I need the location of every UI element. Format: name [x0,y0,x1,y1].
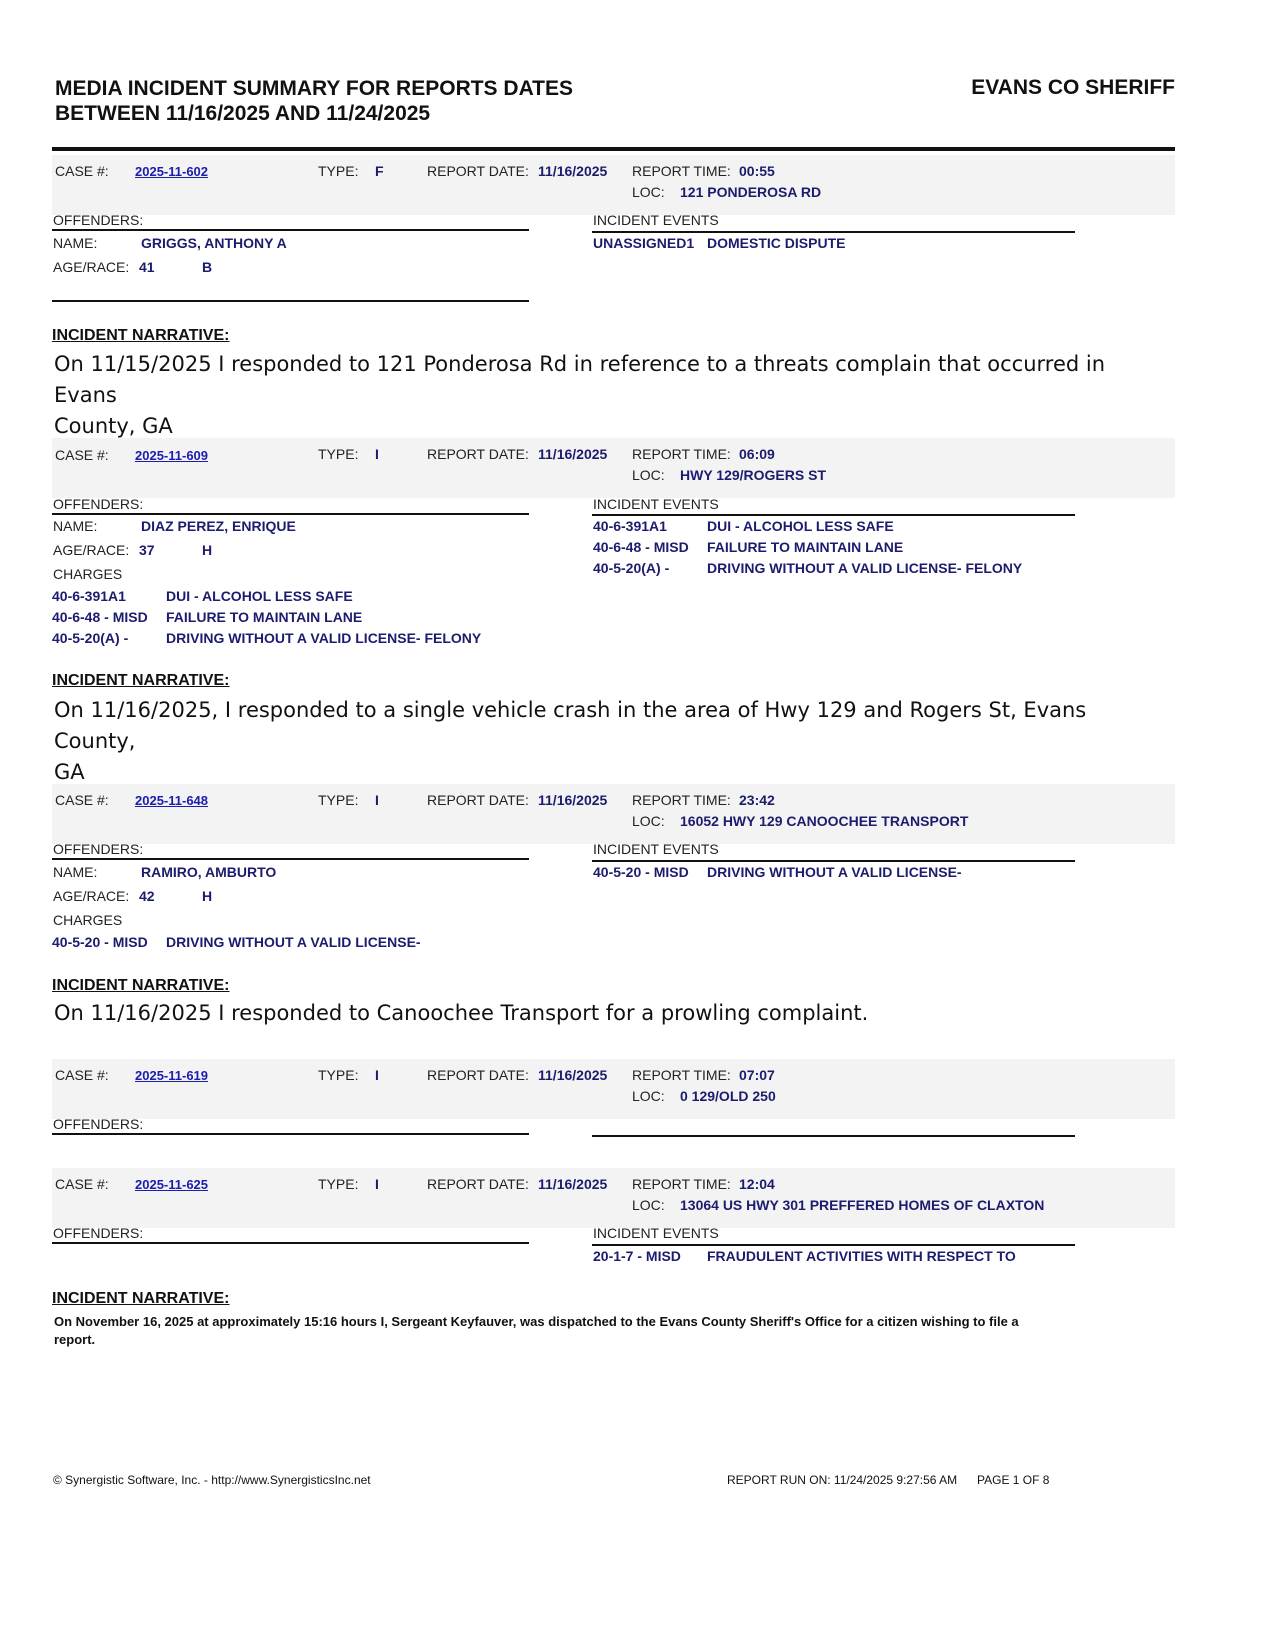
loc-label: LOC: [632,1197,665,1213]
case-header [52,438,1175,498]
offenders-underline [52,229,529,231]
offenders-underline [52,1133,529,1135]
incident-events-label: INCIDENT EVENTS [593,496,719,512]
case-header [52,1059,1175,1119]
offender-bottom-line [52,300,529,302]
charge-code: 40-5-20 - MISD [52,934,148,950]
report-time-value: 12:04 [739,1176,775,1192]
event-code: 40-6-391A1 [593,518,667,534]
loc-value: 13064 US HWY 301 PREFFERED HOMES OF CLAXTON [680,1197,1045,1213]
age-value: 41 [139,259,155,275]
charge-description: DUI - ALCOHOL LESS SAFE [166,588,353,604]
race-value: H [202,542,213,558]
report-date-value: 11/16/2025 [538,1067,608,1083]
type-label: TYPE: [318,1176,359,1192]
narrative-line: On 11/15/2025 I responded to 121 Ponderosa Rd in reference to a threats complain that occurred in Evans [54,352,1106,407]
incident-events-underline [592,514,1075,516]
type-label: TYPE: [318,446,359,462]
incident-events-label: INCIDENT EVENTS [593,1225,719,1241]
charge-code: 40-6-391A1 [52,588,126,604]
narrative-text [54,1313,1164,1349]
narrative-heading: INCIDENT NARRATIVE: [52,672,230,689]
offender-name-value: RAMIRO, AMBURTO [141,864,277,880]
offender-name-value: GRIGGS, ANTHONY A [141,235,287,251]
report-title-line1: MEDIA INCIDENT SUMMARY FOR REPORTS DATES [55,77,574,100]
footer-page-number: PAGE 1 OF 8 [977,1473,1050,1487]
incident-events-underline [592,231,1075,233]
narrative-line: report. [54,1332,96,1347]
case-number-link[interactable]: 2025-11-609 [135,448,209,463]
narrative-heading: INCIDENT NARRATIVE: [52,1290,230,1307]
event-description: FAILURE TO MAINTAIN LANE [707,539,904,555]
agency-name: EVANS CO SHERIFF [971,76,1175,99]
event-code: 40-5-20 - MISD [593,864,689,880]
narrative-line: On 11/16/2025, I responded to a single vehicle crash in the area of Hwy 129 and Rogers St, Evans County, [54,698,1087,753]
case-number-label: CASE #: [55,163,109,179]
age-value: 37 [139,542,155,558]
loc-label: LOC: [632,813,665,829]
offenders-underline [52,513,529,515]
offender-name-label: NAME: [53,518,98,534]
type-value: I [375,446,379,462]
offender-name-label: NAME: [53,235,98,251]
case-header [52,155,1175,215]
loc-value: HWY 129/ROGERS ST [680,467,827,483]
case-number-label: CASE #: [55,1176,109,1192]
report-date-label: REPORT DATE: [427,446,529,462]
report-date-value: 11/16/2025 [538,163,608,179]
event-description: DRIVING WITHOUT A VALID LICENSE- FELONY [707,560,1023,576]
case-number-label: CASE #: [55,1067,109,1083]
offender-name-label: NAME: [53,864,98,880]
offenders-label: OFFENDERS: [53,496,144,512]
offenders-underline [52,858,529,860]
loc-value: 121 PONDEROSA RD [680,184,822,200]
report-time-value: 07:07 [739,1067,775,1083]
loc-label: LOC: [632,184,665,200]
charges-label: CHARGES [53,912,123,928]
report-date-value: 11/16/2025 [538,792,608,808]
report-title [55,76,573,126]
loc-value: 16052 HWY 129 CANOOCHEE TRANSPORT [680,813,969,829]
report-date-label: REPORT DATE: [427,163,529,179]
age-race-label: AGE/RACE: [53,542,130,558]
charge-description: FAILURE TO MAINTAIN LANE [166,609,363,625]
report-date-value: 11/16/2025 [538,1176,608,1192]
charge-code: 40-5-20(A) - [52,630,129,646]
narrative-text [54,349,1164,442]
report-time-label: REPORT TIME: [632,446,731,462]
race-value: H [202,888,213,904]
narrative-line: GA [54,760,85,784]
loc-label: LOC: [632,467,665,483]
case-number-link[interactable]: 2025-11-625 [135,1177,209,1192]
offenders-label: OFFENDERS: [53,1116,144,1132]
report-time-value: 06:09 [739,446,775,462]
report-time-value: 00:55 [739,163,775,179]
event-code: 20-1-7 - MISD [593,1248,681,1264]
report-time-label: REPORT TIME: [632,1067,731,1083]
title-divider [52,147,1175,151]
incident-events-label: INCIDENT EVENTS [593,841,719,857]
offenders-label: OFFENDERS: [53,841,144,857]
offenders-underline [52,1242,529,1244]
footer-run-on: REPORT RUN ON: 11/24/2025 9:27:56 AM [727,1473,958,1487]
event-description: DUI - ALCOHOL LESS SAFE [707,518,894,534]
report-time-label: REPORT TIME: [632,1176,731,1192]
report-date-label: REPORT DATE: [427,1067,529,1083]
event-code: 40-6-48 - MISD [593,539,689,555]
event-code: UNASSIGNED1 [593,235,695,251]
charge-description: DRIVING WITHOUT A VALID LICENSE- FELONY [166,630,482,646]
type-label: TYPE: [318,792,359,808]
charge-description: DRIVING WITHOUT A VALID LICENSE- [166,934,421,950]
loc-value: 0 129/OLD 250 [680,1088,776,1104]
race-value: B [202,259,213,275]
type-value: I [375,792,379,808]
report-date-value: 11/16/2025 [538,446,608,462]
type-label: TYPE: [318,1067,359,1083]
narrative-text [54,695,1164,788]
narrative-heading: INCIDENT NARRATIVE: [52,327,230,344]
narrative-line: County, GA [54,414,173,438]
offenders-label: OFFENDERS: [53,212,144,228]
narrative-line: On November 16, 2025 at approximately 15:16 hours I, Sergeant Keyfauver, was dispatched to the Evans County Sheriff's Office for a citizen wishing to file a [54,1314,1019,1329]
case-number-link[interactable]: 2025-11-602 [135,164,209,179]
report-title-line2: BETWEEN 11/16/2025 AND 11/24/2025 [55,102,431,125]
offender-name-value: DIAZ PEREZ, ENRIQUE [141,518,296,534]
offenders-label: OFFENDERS: [53,1225,144,1241]
report-time-label: REPORT TIME: [632,792,731,808]
event-description: DOMESTIC DISPUTE [707,235,846,251]
event-description: DRIVING WITHOUT A VALID LICENSE- [707,864,962,880]
event-description: FRAUDULENT ACTIVITIES WITH RESPECT TO [707,1248,1016,1264]
case-number-label: CASE #: [55,447,109,463]
case-number-label: CASE #: [55,792,109,808]
type-value: I [375,1176,379,1192]
age-race-label: AGE/RACE: [53,888,130,904]
narrative-heading: INCIDENT NARRATIVE: [52,977,230,994]
narrative-text [54,998,1164,1029]
charges-label: CHARGES [53,566,123,582]
incident-events-label: INCIDENT EVENTS [593,212,719,228]
incident-events-underline [592,1135,1075,1137]
age-race-label: AGE/RACE: [53,259,130,275]
charge-code: 40-6-48 - MISD [52,609,148,625]
incident-events-underline [592,1244,1075,1246]
report-date-label: REPORT DATE: [427,792,529,808]
footer-copyright: © Synergistic Software, Inc. - http://www.SynergisticsInc.net [53,1473,371,1487]
case-header [52,784,1175,844]
report-date-label: REPORT DATE: [427,1176,529,1192]
type-label: TYPE: [318,163,359,179]
type-value: F [375,163,384,179]
incident-events-underline [592,860,1075,862]
event-code: 40-5-20(A) - [593,560,670,576]
case-number-link[interactable]: 2025-11-619 [135,1068,209,1083]
case-number-link[interactable]: 2025-11-648 [135,793,209,808]
narrative-line: On 11/16/2025 I responded to Canoochee Transport for a prowling complaint. [54,1001,869,1025]
age-value: 42 [139,888,155,904]
report-time-value: 23:42 [739,792,775,808]
report-time-label: REPORT TIME: [632,163,731,179]
type-value: I [375,1067,379,1083]
loc-label: LOC: [632,1088,665,1104]
